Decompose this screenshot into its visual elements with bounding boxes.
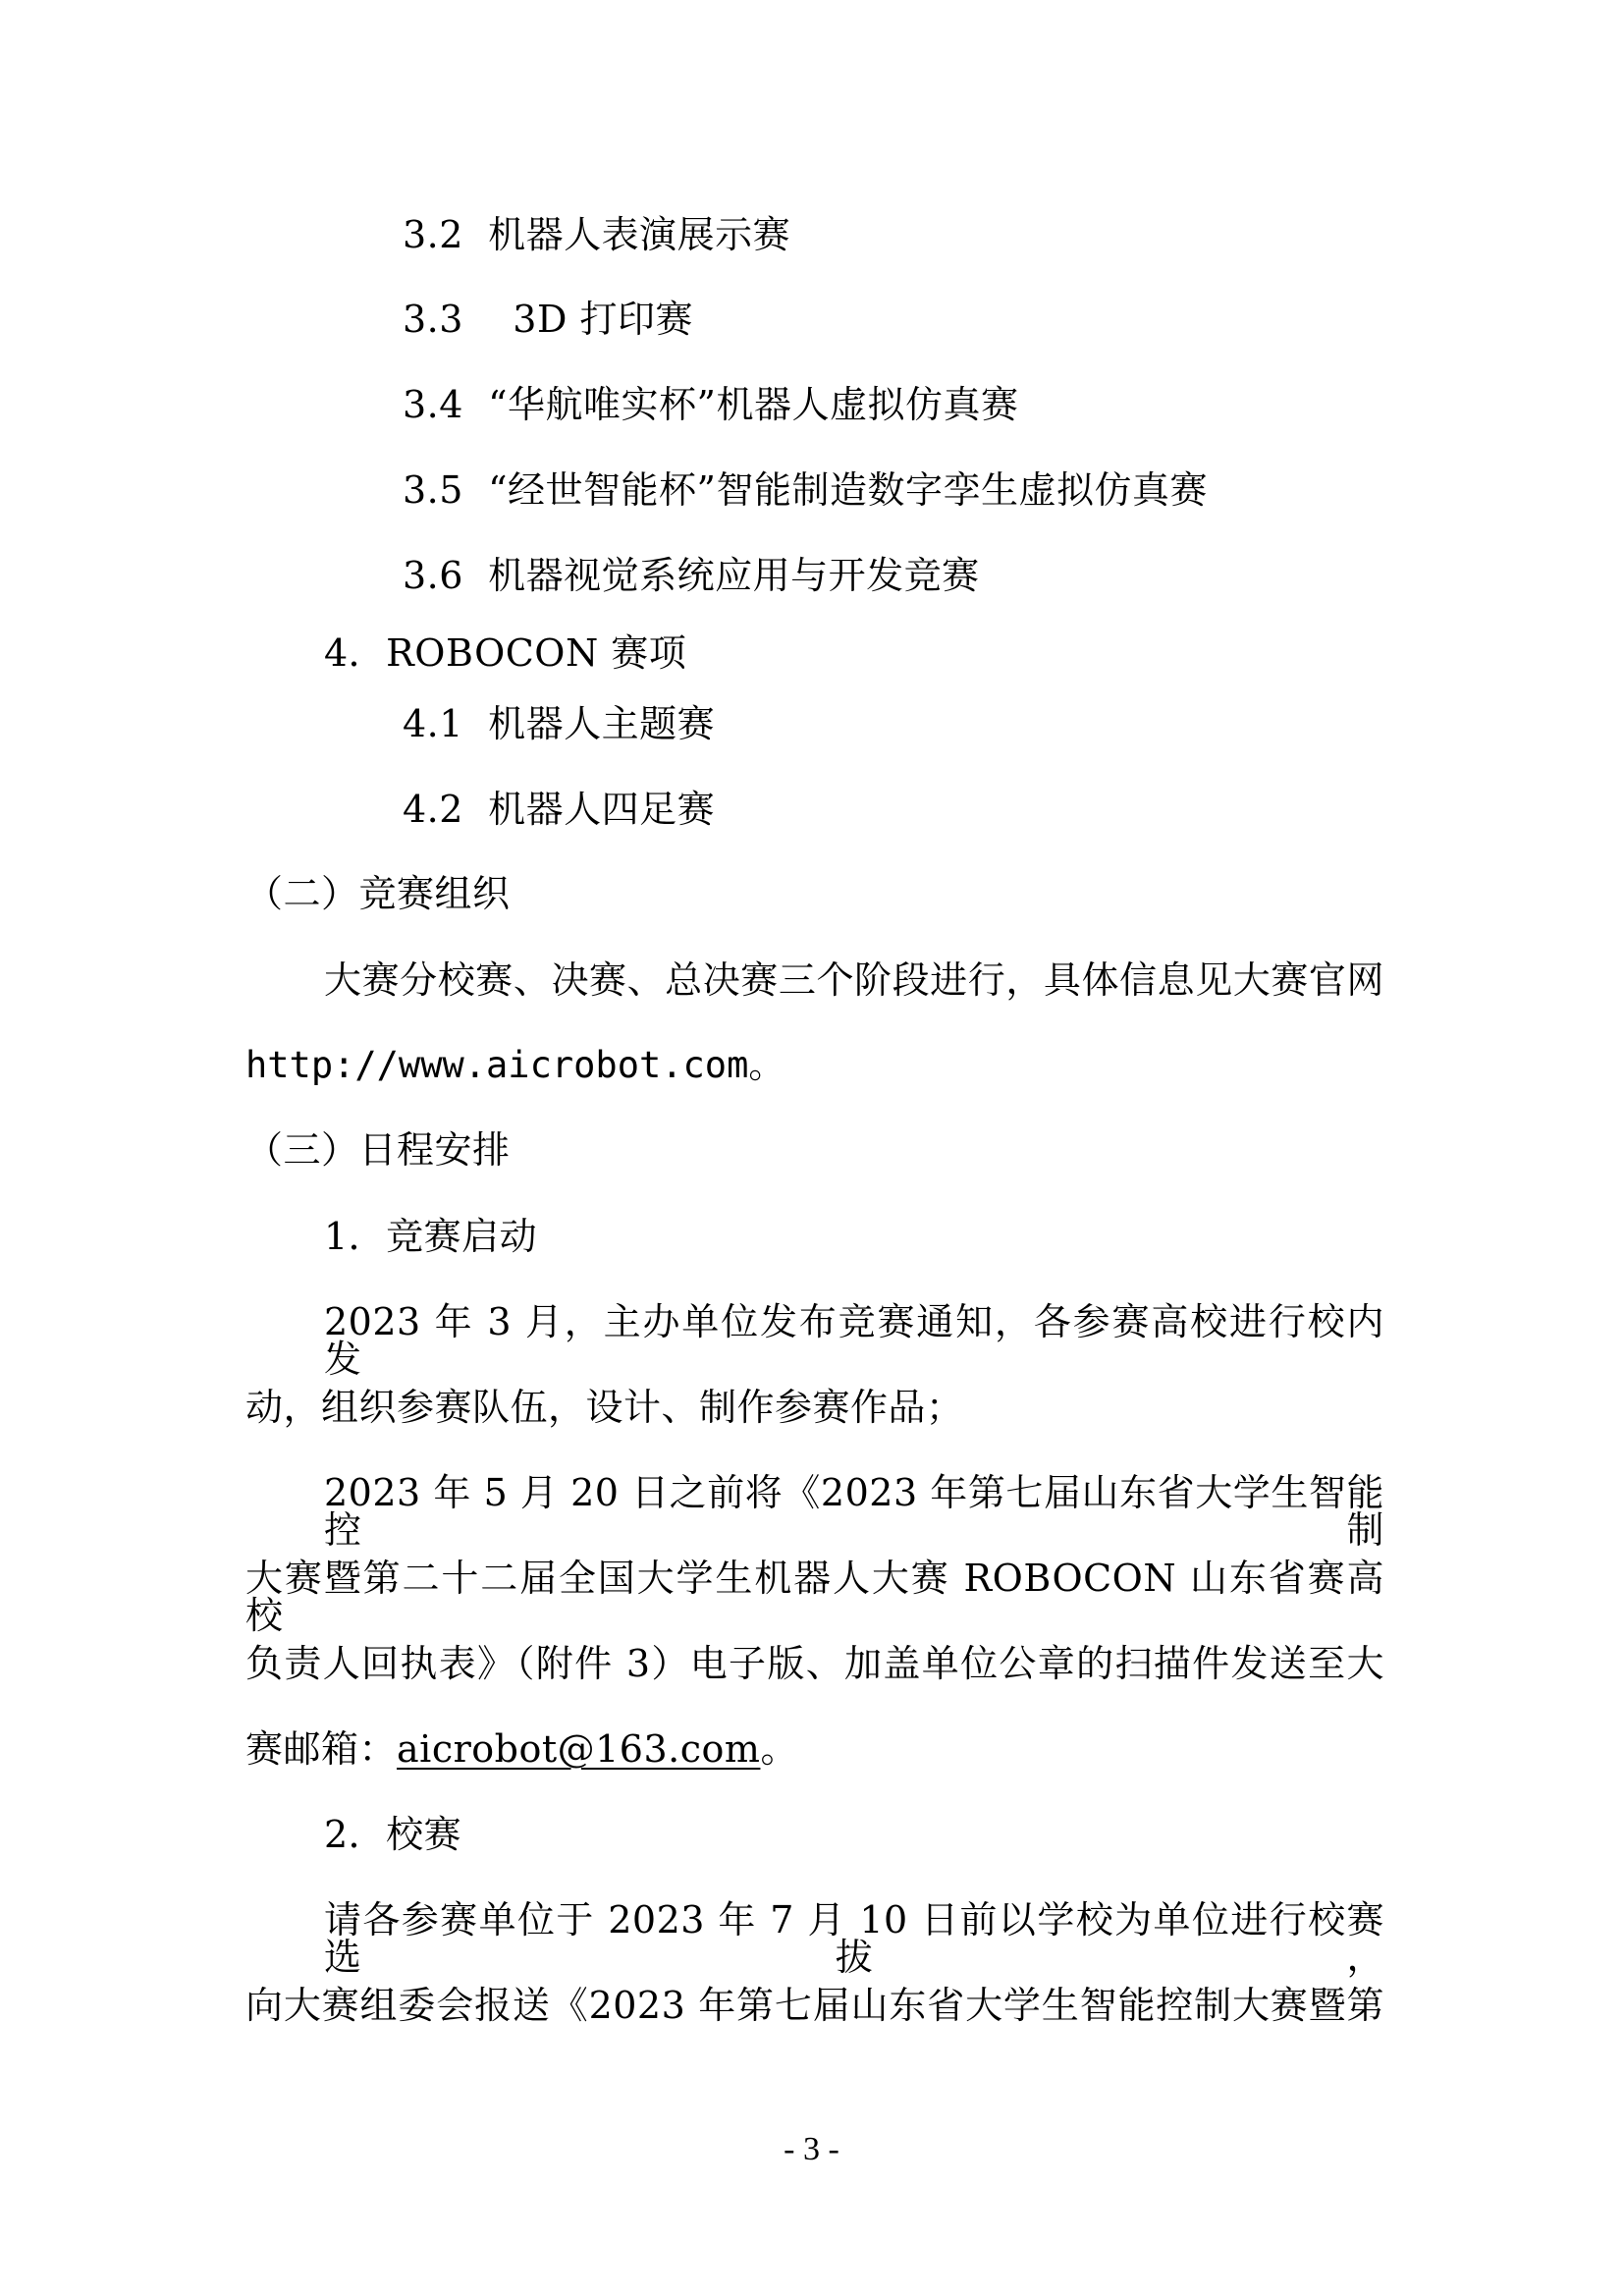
sub1-paragraph1-line2: 动，组织参赛队伍，设计、制作参赛作品； [245, 1386, 964, 1429]
item-number: 4.1 [403, 702, 463, 745]
email-suffix: 。 [760, 1727, 798, 1771]
item-label: 机器人主题赛 [488, 702, 716, 745]
section-two-paragraph-line1: 大赛分校赛、决赛、总决赛三个阶段进行，具体信息见大赛官网 [324, 958, 1384, 1002]
sub1-paragraph2-line2: 大赛暨第二十二届全国大学生机器人大赛 ROBOCON 山东省赛高校 [245, 1557, 1384, 1637]
subsection-2-heading: 2．校赛 [324, 1813, 462, 1856]
item-label: 3D 打印赛 [513, 298, 693, 341]
section-three-heading: （三）日程安排 [245, 1128, 511, 1172]
sub1-paragraph2-line3: 负责人回执表》（附件 3）电子版、加盖单位公章的扫描件发送至大 [245, 1642, 1384, 1685]
item-label: “华航唯实杯”机器人虚拟仿真赛 [488, 383, 1019, 426]
list-item-3-5 [403, 468, 1208, 512]
item-label: 机器视觉系统应用与开发竞赛 [488, 554, 980, 597]
email-label: 赛邮箱： [245, 1727, 398, 1771]
list-item-4-2 [403, 788, 716, 831]
sub1-paragraph1-line1: 2023 年 3 月，主办单位发布竞赛通知，各参赛高校进行校内发 [324, 1300, 1384, 1381]
list-item-3-2 [403, 213, 791, 256]
section-two-heading: （二）竞赛组织 [245, 872, 511, 915]
item-label: 机器人四足赛 [488, 788, 716, 831]
subsection-1-heading: 1．竞赛启动 [324, 1215, 538, 1258]
list-item-4-1 [403, 702, 716, 745]
item-label: 机器人表演展示赛 [488, 213, 791, 256]
item-number: 3.6 [403, 554, 463, 597]
list-item-3-3 [403, 298, 693, 341]
sub1-paragraph2-line4 [245, 1727, 798, 1771]
list-item-3-4 [403, 383, 1019, 426]
item-label: “经世智能杯”智能制造数字孪生虚拟仿真赛 [488, 468, 1208, 512]
sub2-paragraph1-line2: 向大赛组委会报送《2023 年第七届山东省大学生智能控制大赛暨第 [245, 1984, 1384, 2027]
section-two-url-line: http://www.aicrobot.com。 [245, 1044, 785, 1086]
page-number: - 3 - [784, 2131, 839, 2167]
item-number: 3.3 [403, 298, 463, 341]
sub2-paragraph1-line1: 请各参赛单位于 2023 年 7 月 10 日前以学校为单位进行校赛选拔， [324, 1898, 1384, 1979]
section-4-heading: 4．ROBOCON 赛项 [324, 631, 687, 675]
email-link[interactable]: aicrobot@163.com [397, 1727, 761, 1771]
item-number: 3.4 [403, 383, 463, 426]
item-number: 3.2 [403, 213, 463, 256]
item-number: 3.5 [403, 468, 463, 512]
item-number: 4.2 [403, 788, 463, 831]
list-item-3-6 [403, 554, 980, 597]
sub1-paragraph2-line1: 2023 年 5 月 20 日之前将《2023 年第七届山东省大学生智能控制 [324, 1471, 1384, 1552]
